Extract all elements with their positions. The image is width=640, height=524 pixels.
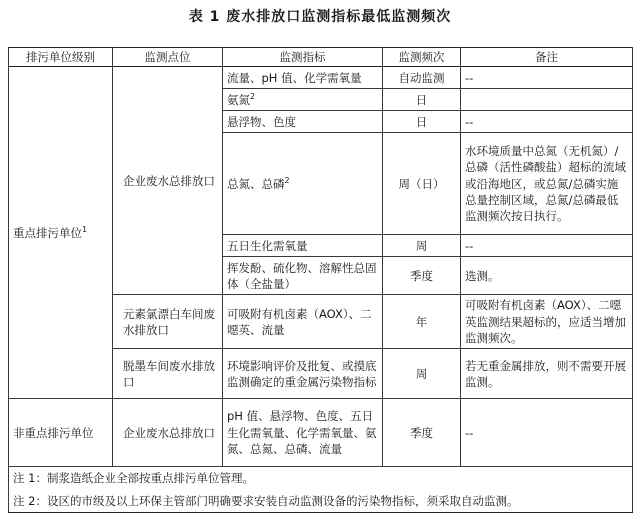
- indicator-cell: 可吸附有机卤素（AOX）、二噁英、流量: [223, 295, 383, 349]
- frequency-cell: 周: [383, 235, 461, 257]
- remark-cell: [461, 89, 633, 111]
- header-point: 监测点位: [113, 48, 223, 67]
- note-1: 注 1：制浆造纸企业全部按重点排污单位管理。: [9, 467, 633, 490]
- remark-cell: --: [461, 67, 633, 89]
- indicator-cell: 环境影响评价及批复、或摸底监测确定的重金属污染物指标: [223, 349, 383, 399]
- point-total-outlet: 企业废水总排放口: [113, 67, 223, 295]
- indicator-cell: [223, 89, 383, 111]
- frequency-cell: 日: [383, 111, 461, 133]
- indicator-text: 总氮、总磷: [227, 176, 285, 191]
- indicator-sup: 2: [284, 175, 290, 185]
- frequency-cell: 年: [383, 295, 461, 349]
- frequency-cell: 日: [383, 89, 461, 111]
- remark-cell: --: [461, 235, 633, 257]
- monitoring-table: [8, 47, 633, 513]
- header-remark: 备注: [461, 48, 633, 67]
- indicator-cell: 五日生化需氧量: [223, 235, 383, 257]
- frequency-cell: 季度: [383, 257, 461, 295]
- note-2: 注 2：设区的市级及以上环保主管部门明确要求安装自动监测设备的污染物指标，须采取自动监测。: [9, 490, 633, 513]
- indicator-cell: [223, 133, 383, 235]
- point-chlorine-outlet: 元素氯漂白车间废水排放口: [113, 295, 223, 349]
- header-frequency: 监测频次: [383, 48, 461, 67]
- level-key-cell: [9, 67, 113, 399]
- table-row: [9, 399, 633, 467]
- table-title: 表 1 废水排放口监测指标最低监测频次: [188, 9, 452, 25]
- point-nonkey-outlet: 企业废水总排放口: [113, 399, 223, 467]
- table-row: [9, 67, 633, 89]
- frequency-cell: 季度: [383, 399, 461, 467]
- remark-cell: 水环境质量中总氮（无机氮）/总磷（活性磷酸盐）超标的流域或沿海地区，或总氮/总磷实施总量控制区域，总氮/总磷最低监测频次按日执行。: [461, 133, 633, 235]
- frequency-cell: 周: [383, 349, 461, 399]
- indicator-cell: 悬浮物、色度: [223, 111, 383, 133]
- indicator-cell: 挥发酚、硫化物、溶解性总固体（全盐量）: [223, 257, 383, 295]
- remark-cell: --: [461, 399, 633, 467]
- indicator-text: 氨氮: [227, 92, 250, 107]
- level-key-label: 重点排污单位: [13, 225, 82, 240]
- header-level: 排污单位级别: [9, 48, 113, 67]
- frequency-cell: 周（日）: [383, 133, 461, 235]
- note-row: [9, 467, 633, 490]
- note-row: [9, 490, 633, 513]
- remark-cell: --: [461, 111, 633, 133]
- header-indicator: 监测指标: [223, 48, 383, 67]
- indicator-cell: pH 值、悬浮物、色度、五日生化需氧量、化学需氧量、氨氮、总氮、总磷、流量: [223, 399, 383, 467]
- remark-cell: 选测。: [461, 257, 633, 295]
- level-nonkey-cell: 非重点排污单位: [9, 399, 113, 467]
- level-key-sup: 1: [82, 224, 88, 234]
- header-row: [9, 48, 633, 67]
- remark-cell: 若无重金属排放，则不需要开展监测。: [461, 349, 633, 399]
- indicator-sup: 2: [250, 91, 256, 101]
- remark-cell: 可吸附有机卤素（AOX）、二噁英监测结果超标的，应适当增加监测频次。: [461, 295, 633, 349]
- frequency-cell: 自动监测: [383, 67, 461, 89]
- point-deink-outlet: 脱墨车间废水排放口: [113, 349, 223, 399]
- indicator-cell: 流量、pH 值、化学需氧量: [223, 67, 383, 89]
